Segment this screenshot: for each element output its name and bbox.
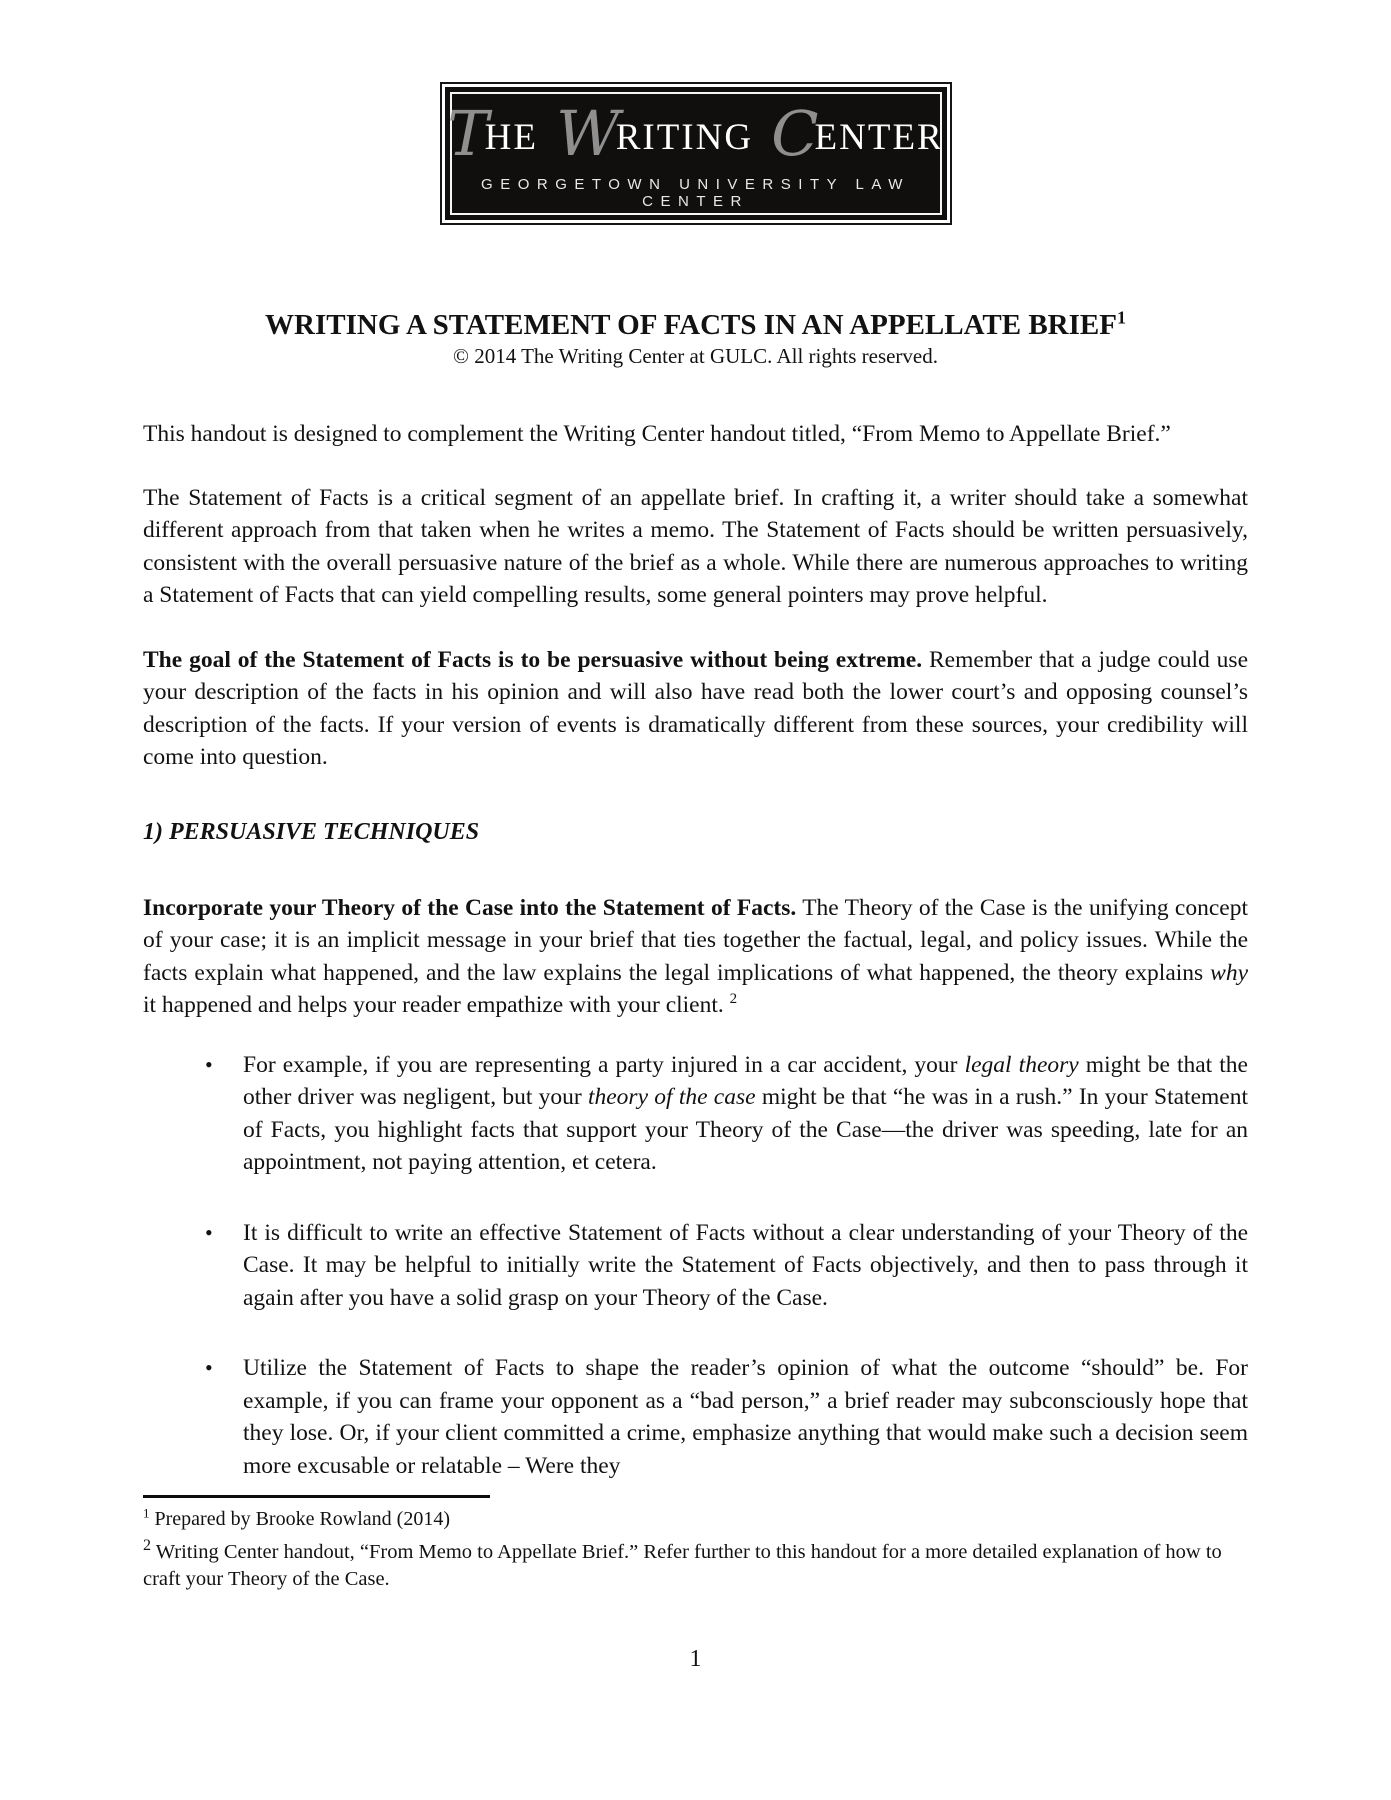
writing-center-logo <box>440 0 952 225</box>
bullet-icon: • <box>205 1051 213 1077</box>
logo-initial-c: C <box>771 97 819 170</box>
logo-initial-t: T <box>447 97 489 170</box>
logo-word-center <box>771 93 944 170</box>
page-title <box>143 309 1248 341</box>
footnote-separator <box>143 1495 490 1498</box>
bullet-item-utilize <box>143 1352 1248 1482</box>
section-heading-persuasive-techniques: 1) PERSUASIVE TECHNIQUES <box>143 818 480 845</box>
logo-subtitle: GEORGETOWN UNIVERSITY LAW CENTER <box>481 176 910 210</box>
bullet-text-difficulty: It is difficult to write an effective Statement of Facts without a clear understanding of your Theory of the Case. It may be helpful to initially write the Statement of Facts objectively, and then to pass through it again after you have a solid grasp on your Theory of the Case. <box>243 1219 1248 1311</box>
logo-title <box>445 93 947 170</box>
paragraph-theory <box>143 892 1248 1022</box>
paragraph-goal <box>143 644 1248 774</box>
bullet1-italic-theory-of-case: theory of the case <box>587 1084 756 1110</box>
bullet1-run1: For example, if you are representing a party injured in a car accident, your <box>243 1051 965 1078</box>
paragraph-goal-body: Remember that a judge could use your description of the facts in his opinion and will also have read both the lower court’s and opposing counsel’s description of the facts. If your version of events is dramatically different from these sources, your credibility will come into question. <box>143 646 1249 770</box>
logo-word-writing <box>555 93 754 170</box>
bullet1-run3: might be that “he was in a rush.” In your Statement of Facts, you highlight facts that support your Theory of the Case—the driver was speeding, late for an appointment, not paying attention, et cetera. <box>243 1084 1248 1175</box>
bullet-item-example <box>143 1049 1248 1179</box>
page-number: 1 <box>689 1646 702 1672</box>
copyright-line: © 2014 The Writing Center at GULC. All rights reserved. <box>453 344 938 368</box>
footnote-2-marker: 2 <box>143 1537 151 1555</box>
footnote-1-marker: 1 <box>143 1505 150 1521</box>
page-title-text: WRITING A STATEMENT OF FACTS IN AN APPELLATE BRIEF <box>265 309 1117 341</box>
bullet-icon: • <box>205 1355 213 1380</box>
logo-frame <box>440 82 952 225</box>
bullet-text-utilize: Utilize the Statement of Facts to shape the reader’s opinion of what the outcome “should” be. For example, if you can frame your opponent as a “bad person,” a brief reader may subconsciously hope that they lose. Or, if your client committed a crime, emphasize anything that would make such a decision seem more excusable or relatable – Were they <box>243 1355 1248 1479</box>
logo-caps-enter: ENTER <box>814 117 944 158</box>
logo-caps-riting: RITING <box>615 117 754 158</box>
logo-initial-w: W <box>555 97 620 170</box>
paragraph-theory-body1: The Theory of the Case is the unifying concept of your case; it is an implicit message in your brief that ties together the factual, legal, and policy issues. While the facts explain what happened, and the law explains the legal implications of what happened, the theory explains <box>143 894 1248 986</box>
bullet1-run2: might be that the other driver was negligent, but your <box>243 1051 1248 1110</box>
bullet-icon: • <box>205 1219 213 1245</box>
bullet-item-difficulty <box>143 1217 1248 1315</box>
paragraph-theory-lead: Incorporate your Theory of the Case into the Statement of Facts. <box>143 894 797 921</box>
paragraph-overview: The Statement of Facts is a critical segment of an appellate brief. In crafting it, a writer should take a somewhat different approach from that taken when he writes a memo. The Statement of Facts should be written persuasively, consistent with the overall persuasive nature of the brief as a whole. While there are numerous approaches to writing a Statement of Facts that can yield compelling results, some general pointers may prove helpful. <box>143 484 1248 608</box>
logo-caps-he: HE <box>484 117 538 158</box>
logo-word-the <box>447 93 538 170</box>
bullet1-italic-legal-theory: legal theory <box>964 1051 1079 1078</box>
footnote-2 <box>143 1539 1248 1593</box>
footnote-1-text: Prepared by Brooke Rowland (2014) <box>149 1508 450 1530</box>
bullet-list <box>143 1049 1248 1483</box>
footnote-ref-2: 2 <box>729 991 738 1008</box>
logo-banner <box>445 87 947 220</box>
document-body <box>143 309 1248 1593</box>
footnote-1 <box>143 1506 1248 1533</box>
bullet-text-example <box>243 1049 1248 1179</box>
paragraph-theory-italic-why: why <box>1210 959 1248 986</box>
footnote-2-text: Writing Center handout, “From Memo to Appellate Brief.” Refer further to this handout for a more detailed explanation of how to craft your Theory of the Case. <box>143 1541 1222 1590</box>
paragraph-goal-lead: The goal of the Statement of Facts is to be persuasive without being extreme. <box>143 646 923 673</box>
title-footnote-ref: 1 <box>1116 307 1126 328</box>
paragraph-theory-body2: it happened and helps your reader empathize with your client. <box>143 992 730 1018</box>
paragraph-intro: This handout is designed to complement the Writing Center handout titled, “From Memo to Appellate Brief.” <box>143 421 1171 447</box>
